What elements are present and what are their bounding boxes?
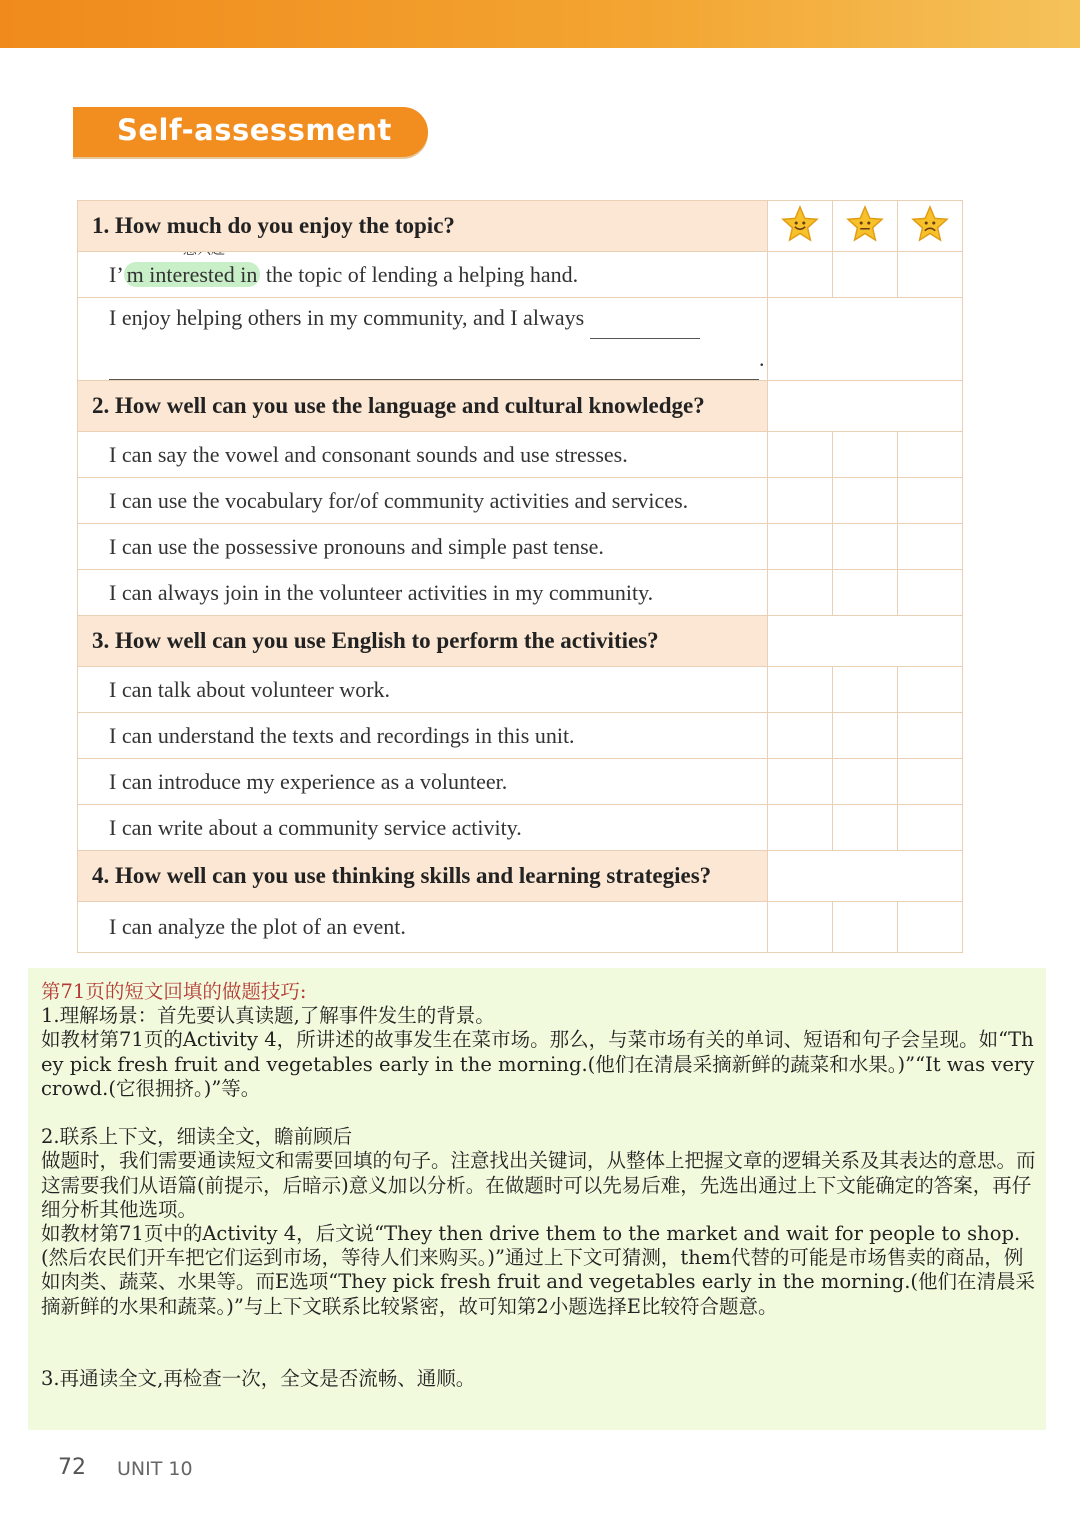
rating-checkbox[interactable]: [768, 478, 833, 524]
question-title: 1. How much do you enjoy the topic?: [78, 201, 768, 252]
rating-checkbox[interactable]: [898, 432, 963, 478]
rating-checkbox[interactable]: [768, 805, 833, 851]
statement-row: [78, 252, 963, 298]
statement-row: [78, 759, 963, 805]
statement-text: I can analyze the plot of an event.: [78, 902, 768, 953]
statement-row: [78, 432, 963, 478]
study-tips-note: [28, 968, 1046, 1430]
statement-text: I can talk about volunteer work.: [78, 667, 768, 713]
statement-row: [78, 570, 963, 616]
statement-text: I can use the possessive pronouns and simple past tense.: [78, 524, 768, 570]
statement-row: [78, 805, 963, 851]
rating-checkbox[interactable]: [768, 252, 833, 298]
rating-checkbox[interactable]: [768, 524, 833, 570]
star-neutral-icon: [846, 205, 884, 243]
statement-text: I enjoy helping others in my community, and I always .: [78, 298, 768, 381]
blank-cell: [768, 298, 963, 381]
rating-checkbox[interactable]: [898, 759, 963, 805]
rating-checkbox[interactable]: [768, 432, 833, 478]
statement-text: I can always join in the volunteer activities in my community.: [78, 570, 768, 616]
note-content: [41, 980, 1036, 1391]
rating-checkbox[interactable]: [768, 713, 833, 759]
rating-checkbox[interactable]: [898, 667, 963, 713]
rating-header-neutral: [833, 201, 898, 252]
question-row: [78, 381, 963, 432]
rating-checkbox[interactable]: [768, 902, 833, 953]
question-row: [78, 851, 963, 902]
rating-checkbox[interactable]: [833, 252, 898, 298]
statement-row: [78, 298, 963, 381]
question-title: 3. How well can you use English to perform the activities?: [78, 616, 768, 667]
question-title: 2. How well can you use the language and cultural knowledge?: [78, 381, 768, 432]
rating-checkbox[interactable]: [833, 805, 898, 851]
statement-row: [78, 902, 963, 953]
statement-text: I can introduce my experience as a volunteer.: [78, 759, 768, 805]
rating-checkbox[interactable]: [768, 759, 833, 805]
rating-header-sad: [898, 201, 963, 252]
statement-text: I can use the vocabulary for/of community activities and services.: [78, 478, 768, 524]
rating-checkbox[interactable]: [833, 432, 898, 478]
section-title-pill: [73, 107, 428, 157]
rating-checkbox[interactable]: [833, 570, 898, 616]
rating-checkbox[interactable]: [898, 252, 963, 298]
rating-checkbox[interactable]: [833, 902, 898, 953]
rating-header-happy: [768, 201, 833, 252]
statement-row: [78, 667, 963, 713]
rating-checkbox[interactable]: [898, 713, 963, 759]
rating-checkbox[interactable]: [833, 667, 898, 713]
rating-checkbox[interactable]: [833, 759, 898, 805]
rating-checkbox[interactable]: [768, 667, 833, 713]
star-sad-icon: [911, 205, 949, 243]
unit-label: UNIT 10: [117, 1458, 193, 1480]
self-assessment-table: [77, 200, 963, 953]
statement-row: [78, 478, 963, 524]
statement-text: I can write about a community service activity.: [78, 805, 768, 851]
question-title: 4. How well can you use thinking skills and learning strategies?: [78, 851, 768, 902]
section-title: Self-assessment: [117, 113, 392, 147]
top-banner: [0, 0, 1080, 48]
rating-checkbox[interactable]: [898, 524, 963, 570]
rating-checkbox[interactable]: [898, 478, 963, 524]
page-number: 72: [58, 1455, 86, 1480]
rating-checkbox[interactable]: [833, 478, 898, 524]
highlighted-phrase: m interested in: [124, 262, 261, 287]
rating-checkbox[interactable]: [898, 902, 963, 953]
statement-row: [78, 524, 963, 570]
statement-text: I’ m interested in the topic of lending a helping hand.: [78, 252, 768, 298]
fill-in-blank[interactable]: [590, 298, 700, 339]
rating-checkbox[interactable]: [898, 570, 963, 616]
question-row: [78, 616, 963, 667]
statement-row: [78, 713, 963, 759]
note-title: 第71页的短文回填的做题技巧:: [41, 980, 307, 1003]
statement-text: I can say the vowel and consonant sounds and use stresses.: [78, 432, 768, 478]
star-happy-icon: [781, 205, 819, 243]
statement-text: I can understand the texts and recordings in this unit.: [78, 713, 768, 759]
fill-in-blank[interactable]: [109, 339, 759, 380]
rating-checkbox[interactable]: [898, 805, 963, 851]
rating-checkbox[interactable]: [833, 713, 898, 759]
question-row: [78, 201, 963, 252]
rating-checkbox[interactable]: [768, 570, 833, 616]
rating-checkbox[interactable]: [833, 524, 898, 570]
note-body: 1.理解场景：首先要认真读题,了解事件发生的背景。 如教材第71页的Activity 4，所讲述的故事发生在菜市场。那么，与菜市场有关的单词、短语和句子会呈现。如“They pick fresh fruit and vegetables early in the morning.(他们在清晨采摘新鲜的蔬菜和水果。)”“It was very crowd.(它很拥挤。)”等。 2.联系上下文，细读全文，瞻前顾后 做题时，我们需要通读短文和需要回填的句子。注意找出关键词，从整体上把握文章的逻辑关系及其表达的意思。而这需要我们从语篇(前提示，后暗示)意义加以分析。在做题时可以先易后难，先选出通过上下文能确定的答案，再仔细分析其他选项。 如教材第71页中的Activity 4，后文说“They then drive them to the market and wait for people to shop.(然后农民们开车把它们运到市场，等待人们来购买。)”通过上下文可猜测，them代替的可能是市场售卖的商品，例如肉类、蔬菜、水果等。而E选项“They pick fresh fruit and vegetables early in the morning.(他们在清晨采摘新鲜的水果和蔬菜。)”与上下文联系比较紧密，故可知第2小题选择E比较符合题意。 3.再通读全文,再检查一次，全文是否流畅、通顺。: [41, 1004, 1036, 1391]
